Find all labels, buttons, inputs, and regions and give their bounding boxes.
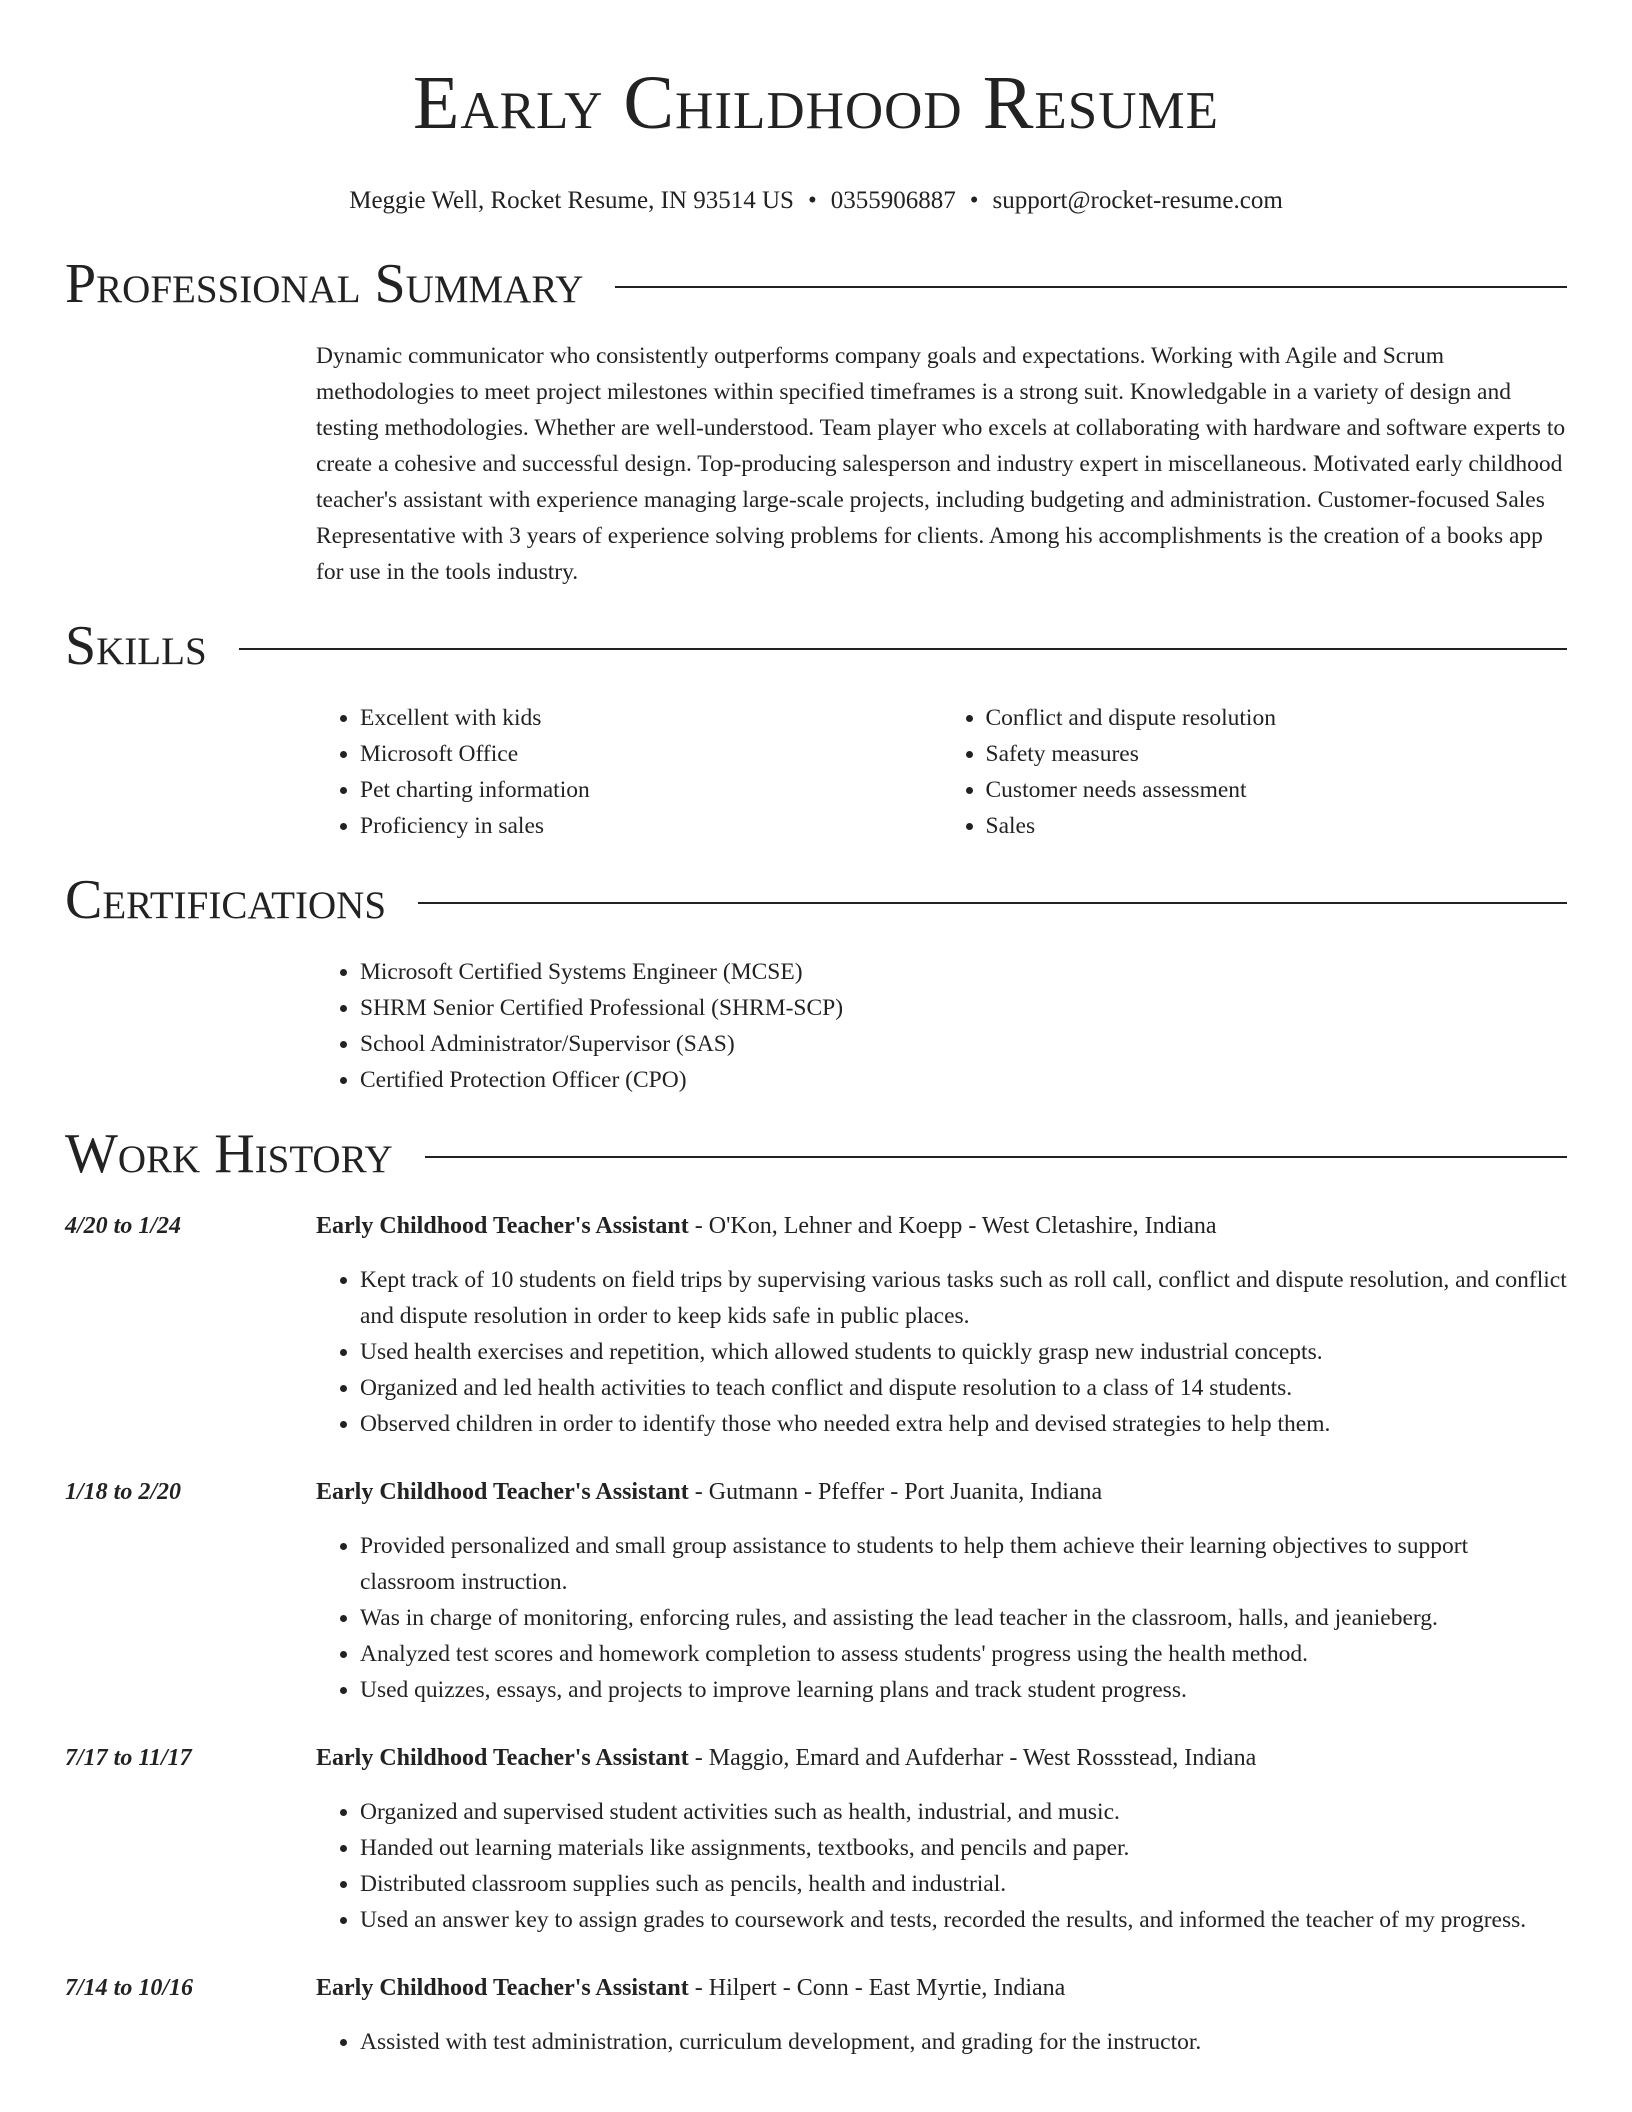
contact-line: [65, 184, 1567, 218]
job-bullet: • Kept track of 10 students on field trips by supervising various tasks such as roll call, conflict and dispute resolution, and conflict and dispute resolution in order to keep kids safe in public places.: [360, 1262, 1567, 1334]
section-divider: [239, 648, 1567, 650]
job-bullets: [316, 1262, 1567, 1442]
skill-item: • Microsoft Office: [360, 736, 942, 772]
work-section-header: [65, 1122, 1567, 1186]
job-bullet: • Provided personalized and small group assistance to students to help them achieve their learning objectives to support classroom instruction.: [360, 1528, 1567, 1600]
certifications-list: [316, 954, 1567, 1098]
job-bullet: • Handed out learning materials like assignments, textbooks, and pencils and paper.: [360, 1830, 1567, 1866]
job-bullet: • Distributed classroom supplies such as pencils, health and industrial.: [360, 1866, 1567, 1902]
job-bullet: • Observed children in order to identify those who needed extra help and devised strategies to help them.: [360, 1406, 1567, 1442]
contact-separator: •: [807, 187, 817, 214]
section-divider: [615, 286, 1567, 288]
job-title: Early Childhood Teacher's Assistant: [316, 1213, 689, 1239]
certification-item: • SHRM Senior Certified Professional (SHRM-SCP): [360, 990, 1567, 1026]
job-bullets: [316, 1528, 1567, 1708]
job-employer: - O'Kon, Lehner and Koepp - West Cletashire, Indiana: [688, 1213, 1217, 1239]
contact-address: Meggie Well, Rocket Resume, IN 93514 US: [349, 187, 794, 214]
job-entry: [65, 1740, 1567, 1938]
job-employer: - Hilpert - Conn - East Myrtie, Indiana: [688, 1975, 1066, 2001]
job-entry: [65, 1208, 1567, 1442]
skill-item: • Sales: [986, 808, 1568, 844]
job-header: [65, 1208, 1567, 1244]
job-bullet: • Used quizzes, essays, and projects to improve learning plans and track student progress.: [360, 1672, 1567, 1708]
contact-email: support@rocket-resume.com: [992, 187, 1283, 214]
job-dates: 7/14 to 10/16: [65, 1975, 194, 2001]
summary-text: Dynamic communicator who consistently outperforms company goals and expectations. Working with Agile and Scrum methodologies to meet project milestones within specified timeframes is a strong suit. Knowledgable in a variety of design and testing methodologies. Whether are well-understood. Team player who excels at collaborating with hardware and software experts to create a cohesive and successful design. Top-producing salesperson and industry expert in miscellaneous. Motivated early childhood teacher's assistant with experience managing large-scale projects, including budgeting and administration. Customer-focused Sales Representative with 3 years of experience solving problems for clients. Among his accomplishments is the creation of a books app for use in the tools industry.: [316, 343, 1566, 585]
skill-item: • Customer needs assessment: [986, 772, 1568, 808]
job-header: [65, 1970, 1567, 2006]
job-entry: [65, 1970, 1567, 2060]
section-divider: [425, 1156, 1567, 1158]
certifications-section-header: [65, 868, 1567, 932]
job-bullet: • Organized and supervised student activities such as health, industrial, and music.: [360, 1794, 1567, 1830]
summary-section-header: [65, 252, 1567, 316]
skill-item: • Proficiency in sales: [360, 808, 942, 844]
job-bullet: • Assisted with test administration, curriculum development, and grading for the instructor.: [360, 2024, 1567, 2060]
contact-separator: •: [969, 187, 979, 214]
job-bullet: • Used an answer key to assign grades to coursework and tests, recorded the results, and informed the teacher of my progress.: [360, 1902, 1567, 1938]
skill-item: • Conflict and dispute resolution: [986, 700, 1568, 736]
skills-section-header: [65, 614, 1567, 678]
skills-heading: Skills: [65, 615, 207, 677]
resume-title: Early Childhood Resume: [412, 61, 1220, 145]
skills-column-right: [942, 700, 1568, 844]
certification-item: • Certified Protection Officer (CPO): [360, 1062, 1567, 1098]
skill-item: • Pet charting information: [360, 772, 942, 808]
job-bullets: [316, 1794, 1567, 1938]
skills-column-left: [316, 700, 942, 844]
job-bullet: • Was in charge of monitoring, enforcing rules, and assisting the lead teacher in the classroom, halls, and jeanieberg.: [360, 1600, 1567, 1636]
skill-item: • Safety measures: [986, 736, 1568, 772]
skills-list: [316, 700, 1567, 844]
certification-item: • Microsoft Certified Systems Engineer (MCSE): [360, 954, 1567, 990]
job-dates: 7/17 to 11/17: [65, 1745, 192, 1771]
certifications-heading: Certifications: [65, 869, 387, 931]
job-title: Early Childhood Teacher's Assistant: [316, 1479, 689, 1505]
job-title: Early Childhood Teacher's Assistant: [316, 1975, 689, 2001]
job-dates: 4/20 to 1/24: [65, 1213, 182, 1239]
job-title: Early Childhood Teacher's Assistant: [316, 1745, 689, 1771]
summary-heading: Professional Summary: [65, 253, 584, 315]
job-bullets: [316, 2024, 1567, 2060]
job-entry: [65, 1474, 1567, 1708]
certification-item: • School Administrator/Supervisor (SAS): [360, 1026, 1567, 1062]
job-employer: - Gutmann - Pfeffer - Port Juanita, Indiana: [688, 1479, 1103, 1505]
job-employer: - Maggio, Emard and Aufderhar - West Rossstead, Indiana: [688, 1745, 1257, 1771]
work-heading: Work History: [65, 1123, 393, 1185]
job-bullet: • Organized and led health activities to teach conflict and dispute resolution to a class of 14 students.: [360, 1370, 1567, 1406]
contact-phone: 0355906887: [830, 187, 956, 214]
job-header: [65, 1474, 1567, 1510]
job-header: [65, 1740, 1567, 1776]
job-bullet: • Analyzed test scores and homework completion to assess students' progress using the health method.: [360, 1636, 1567, 1672]
job-dates: 1/18 to 2/20: [65, 1479, 182, 1505]
job-bullet: • Used health exercises and repetition, which allowed students to quickly grasp new industrial concepts.: [360, 1334, 1567, 1370]
skill-item: • Excellent with kids: [360, 700, 942, 736]
section-divider: [418, 902, 1567, 904]
